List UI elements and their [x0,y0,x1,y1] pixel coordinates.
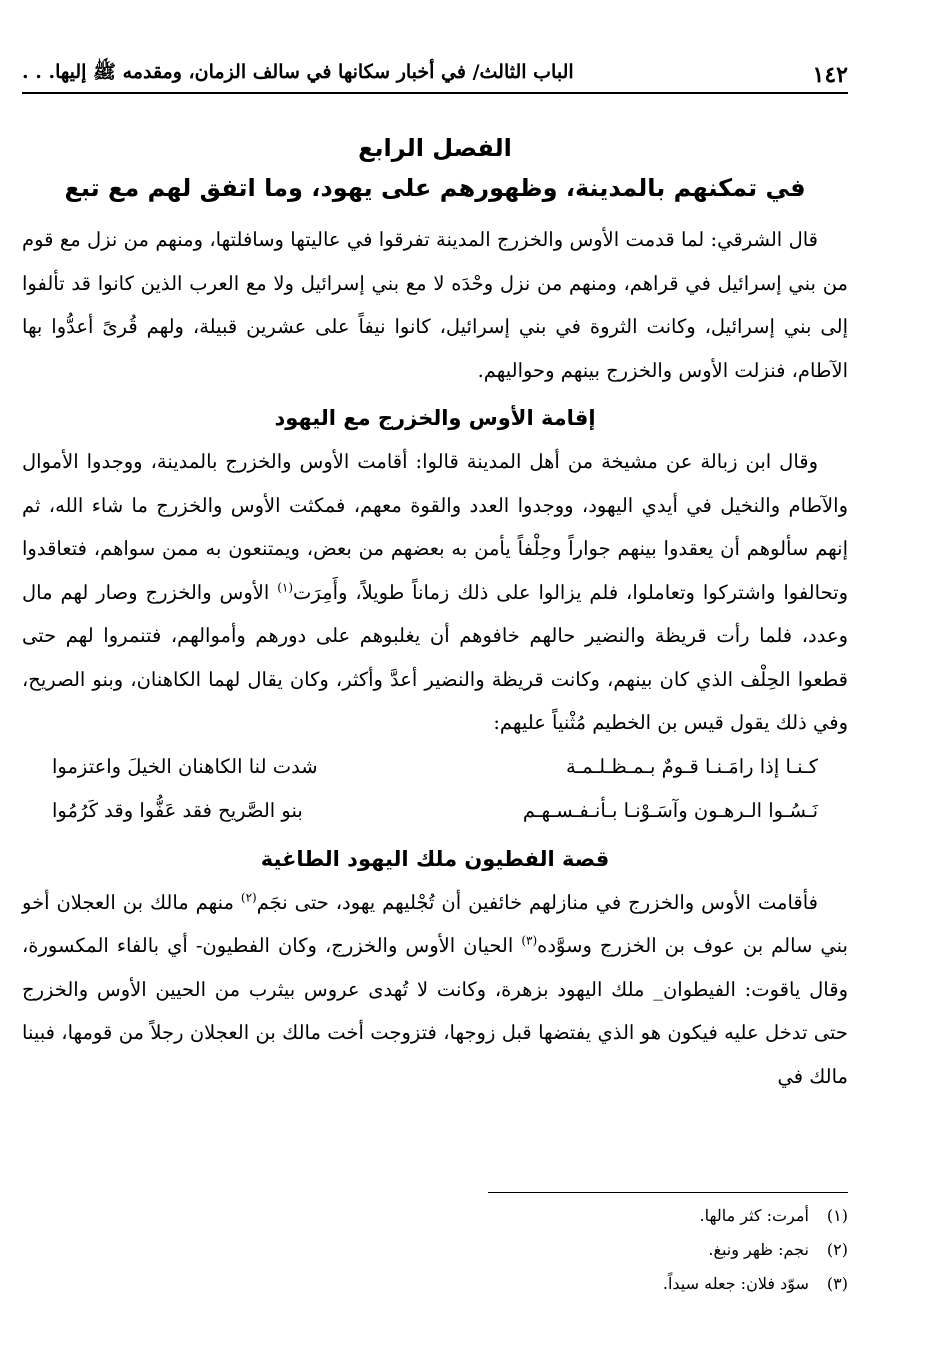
running-title: الباب الثالث/ في أخبار سكانها في سالف الزمان، ومقدمه ﷺ إليها. . . [22,61,574,83]
footnote-3 [22,1267,848,1301]
footnote-1-number: (١) [826,1206,848,1225]
verse-1-second-hemistich: شدت لنا الكاهنان الخيلَ واعتزموا [52,754,318,778]
footnote-2 [22,1233,848,1267]
footnote-ref-3: (٣) [521,933,538,948]
running-header [22,52,848,94]
footnotes [22,1192,848,1301]
paragraph-3-part-b: منهم مالك بن العجلان أخو بني سالم بن عوف بن الخزرج وسوَّده [22,890,848,957]
paragraph-3-part-a: فأقامت الأوس والخزرج في منازلهم خائفين أن تُجْليهم يهود، حتى نجَم [256,890,818,914]
paragraph-3-part-c: الحيان الأوس والخزرج، وكان الفطيون- أي بالفاء المكسورة، وقال ياقوت: الفيطوان_ ملك اليهود بزهرة، وكانت لا تُهدى عروس بيثرب من الحيين الأوس والخزرج حتى تدخل عليه فيكون هو الذي يفتضها قبل زوجها، فتزوجت أخت مالك بن العجلان رجلاً من قومها، فبينا مالك في [22,934,848,1088]
footnote-3-text: سوّد فلان: جعله سيداً. [662,1274,809,1293]
paragraph-1: قال الشرقي: لما قدمت الأوس والخزرج المدينة تفرقوا في عاليتها وسافلتها، ومنهم من نزل مع قوم من بني إسرائيل في قراهم، ومنهم من نزل وحْدَه لا مع بني إسرائيل ولا مع العرب الذين كانوا قد تألفوا إلى بني إسرائيل، وكانت الثروة في بني إسرائيل، كانوا نيفاً على عشرين قبيلة، ولهم قُرىً أعدُّوا بها الآطام، فنزلت الأوس والخزرج بينهم وحواليهم. [22,228,848,382]
footnote-divider [488,1192,848,1193]
footnote-ref-1: (١) [277,580,294,594]
footnote-1-text: أمرت: كثر مالها. [699,1206,809,1225]
verse-1 [52,745,818,789]
verse-1-first-hemistich: كـنـا إذا رامَـنـا قـومٌ بـمـظـلـمـة [565,754,818,778]
footnote-2-text: نجم: ظهر ونبغ. [708,1240,809,1259]
footnote-1 [22,1199,848,1233]
paragraph-3 [22,881,848,1099]
footnote-3-number: (٣) [826,1274,848,1293]
footnote-2-number: (٢) [826,1240,848,1259]
paragraph-2-part-a: وقال ابن زبالة عن مشيخة من أهل المدينة قالوا: أقامت الأوس والخزرج بالمدينة، ووجدوا الأموال والآطام والنخيل في أيدي اليهود، ووجدوا العدد والقوة معهم، فمكثت الأوس والخزرج ما شاء الله، ثم إنهم سألوهم أن يعقدوا بينهم جواراً وحِلْفاً يأمن به بعضهم من بعض، ويمتنعون به ممن سواهم، فتعاقدوا وتحالفوا واشتركوا وتعاملوا، فلم يزالوا على ذلك زماناً طويلاً، وأَمِرَت [22,450,848,604]
section-heading-2: قصة الفطيون ملك اليهود الطاغية [260,846,610,871]
page-number: ١٤٢ [812,62,848,88]
paragraph-2 [22,440,848,745]
verse-2-second-hemistich: بنو الصَّريح فقد عَفُّوا وقد كَرُمُوا [52,798,303,822]
paragraph-2-part-b: الأوس والخزرج وصار لهم مال وعدد، فلما رأت قريظة والنضير حالهم خافوهم أن يغلبوهم على دورهم وأموالهم، فتنمروا لهم حتى قطعوا الحِلْف الذي كان بينهم، وكانت قريظة والنضير أعدَّ وأكثر، وكان يقال لهما الكاهنان، وبنو الصريح، وفي ذلك يقول قيس بن الخطيم مُثْنياً عليهم: [22,580,848,734]
chapter-title: الفصل الرابع [358,134,512,162]
footnote-ref-2: (٢) [240,890,257,904]
poem [22,745,848,833]
chapter-subtitle: في تمكنهم بالمدينة، وظهورهم على يهود، وما اتفق لهم مع تبع [64,174,806,202]
section-heading-1: إقامة الأوس والخزرج مع اليهود [274,406,596,430]
main-content [22,128,848,1098]
verse-2 [52,789,818,833]
verse-2-first-hemistich: نَـسُـوا الـرهـون وآسَـوْنـا بـأنـفـسـهـم [522,798,818,822]
